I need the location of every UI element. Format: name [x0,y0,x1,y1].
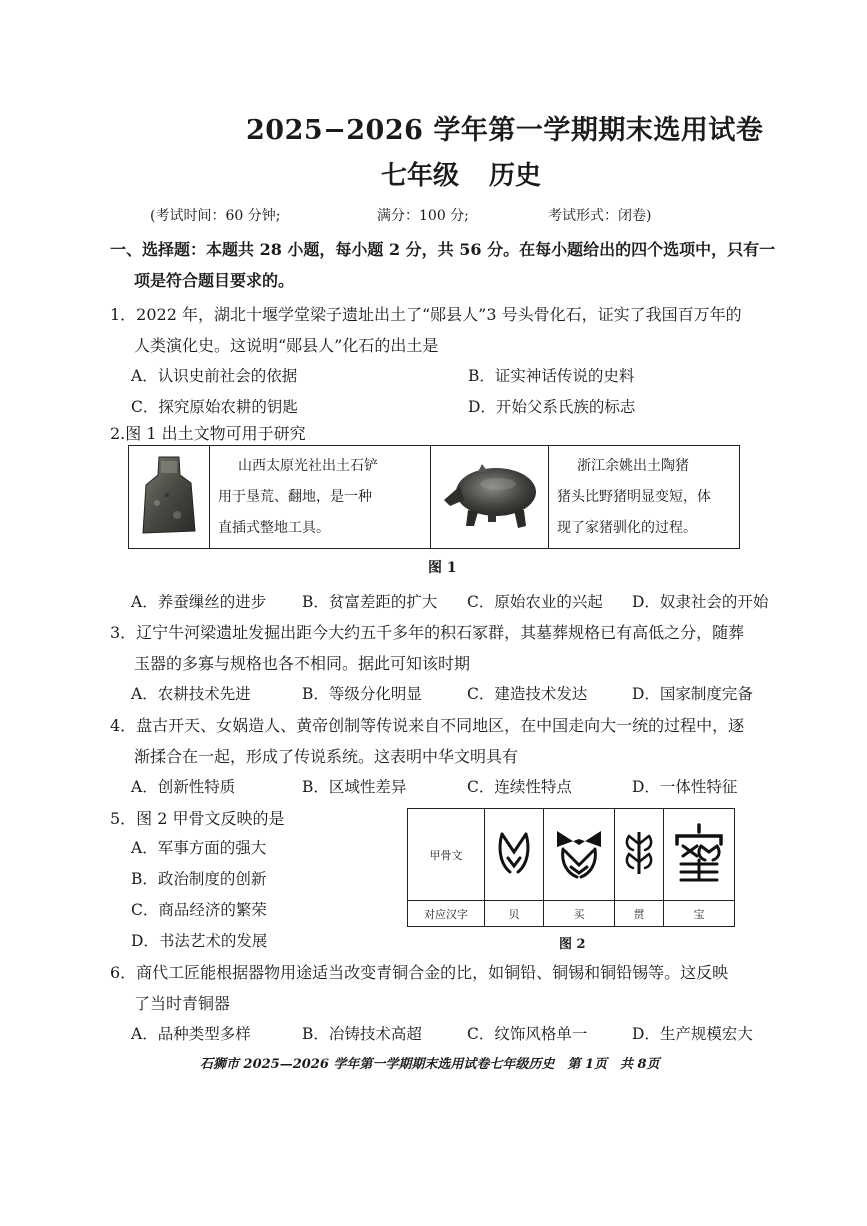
q3-option-b: B．等级分化明显 [302,685,422,703]
oracle-mai-glyph [544,809,615,901]
figure-1-table [128,445,740,549]
grade-label: 七年级 [381,161,460,191]
q4-stem-line1: 4．盘古开天、女娲造人、黄帝创制等传说来自不同地区，在中国走向大一统的过程中，逐 [110,716,745,735]
q5-option-b: B．政治制度的创新 [131,870,267,888]
char-bao: 宝 [664,901,735,927]
q1-stem-line2: 人类演化史。这说明“郧县人”化石的出土是 [134,336,439,355]
exam-subtitle [381,155,541,192]
oracle-guan-glyph [615,809,664,901]
subject-label: 历史 [489,161,542,191]
fig1-text2-line: 浙江余姚出土陶猪 [577,457,689,474]
q6-option-d: D．生产规模宏大 [632,1025,753,1043]
section-heading-line1: 一、选择题：本题共 28 小题，每小题 2 分，共 56 分。在每小题给出的四个选项中，只有一 [110,240,776,259]
q4-stem-line2: 渐揉合在一起，形成了传说系统。这表明中华文明具有 [134,747,519,766]
fig1-text2-line: 现了家猪驯化的过程。 [557,519,697,536]
q6-stem-line1: 6．商代工匠能根据器物用途适当改变青铜合金的比，如铜铅、铜锡和铜铅锡等。这反映 [110,963,729,982]
q5-option-c: C．商品经济的繁荣 [131,901,267,919]
stone-shovel-image [129,446,210,549]
q1-option-a: A．认识史前社会的依据 [131,367,298,385]
q6-stem-line2: 了当时青铜器 [134,994,231,1013]
fig1-text2-line: 猪头比野猪明显变短，体 [557,488,711,505]
fig1-text1-line: 山西太原光社出土石铲 [238,457,378,474]
figure-1-text-2 [549,446,740,549]
q4-option-c: C．连续性特点 [467,778,572,796]
oracle-bei-icon [494,828,534,878]
q4-option-b: B．区域性差异 [302,778,407,796]
fig1-text1-line: 用于垦荒、翻地，是一种 [218,488,372,505]
q2-stem: 2.图 1 出土文物可用于研究 [110,424,306,443]
oracle-bao-glyph [664,809,735,901]
exam-title: 2025−2026 学年第一学期期末选用试卷 [246,115,764,146]
section-heading-line2: 项是符合题目要求的。 [134,271,295,290]
q2-option-b: B．贫富差距的扩大 [302,593,438,611]
char-guan: 贯 [615,901,664,927]
q3-stem-line1: 3．辽宁牛河梁遗址发掘出距今大约五千多年的积石冢群，其墓葬规格已有高低之分，随葬 [110,623,745,642]
figure-2-table [407,808,735,927]
q4-option-d: D．一体性特征 [632,778,738,796]
char-bei: 贝 [485,901,544,927]
q2-option-a: A．养蚕缫丝的进步 [131,593,267,611]
q5-option-a: A．军事方面的强大 [131,839,267,857]
fig1-text1-line: 直插式整地工具。 [218,519,330,536]
q5-option-d: D．书法艺术的发展 [131,932,268,950]
exam-time: (考试时间：60 分钟; [150,208,281,224]
figure-1-text-1 [210,446,431,549]
q1-option-d: D．开始父系氏族的标志 [468,398,636,416]
char-mai: 买 [544,901,615,927]
stone-shovel-icon [137,453,201,537]
q1-option-c: C．探究原始农耕的钥匙 [131,398,298,416]
q3-stem-line2: 玉器的多寡与规格也各不相同。据此可知该时期 [134,654,471,673]
page-footer: 石狮市 2025—2026 学年第一学期期末选用试卷七年级历史 第 1页 共 8页 [200,1057,660,1072]
q6-option-b: B．冶铸技术高超 [302,1025,422,1043]
oracle-bei-glyph [485,809,544,901]
q1-option-b: B．证实神话传说的史料 [468,367,635,385]
oracle-mai-icon [553,825,605,881]
q2-option-c: C．原始农业的兴起 [467,593,603,611]
exam-score: 满分：100 分; [377,208,469,224]
figure-2-caption: 图 2 [559,937,586,952]
q2-option-d: D．奴隶社会的开始 [632,593,769,611]
q4-option-a: A．创新性特质 [131,778,236,796]
q5-stem: 5．图 2 甲骨文反映的是 [110,809,285,828]
q3-option-c: C．建造技术发达 [467,685,588,703]
oracle-row-label: 甲骨文 [408,809,485,901]
pottery-pig-icon [438,452,542,538]
oracle-bao-icon [671,822,727,884]
q3-option-a: A．农耕技术先进 [131,685,251,703]
exam-form: 考试形式：闭卷) [548,208,652,224]
q6-option-c: C．纹饰风格单一 [467,1025,588,1043]
q3-option-d: D．国家制度完备 [632,685,753,703]
pottery-pig-image [431,446,549,549]
figure-1-caption: 图 1 [428,560,457,576]
chinese-row-label: 对应汉字 [408,901,485,927]
q1-stem-line1: 1．2022 年，湖北十堰学堂梁子遗址出土了“郧县人”3 号头骨化石，证实了我国百万年的 [110,305,742,324]
oracle-guan-icon [623,828,655,878]
q6-option-a: A．品种类型多样 [131,1025,251,1043]
